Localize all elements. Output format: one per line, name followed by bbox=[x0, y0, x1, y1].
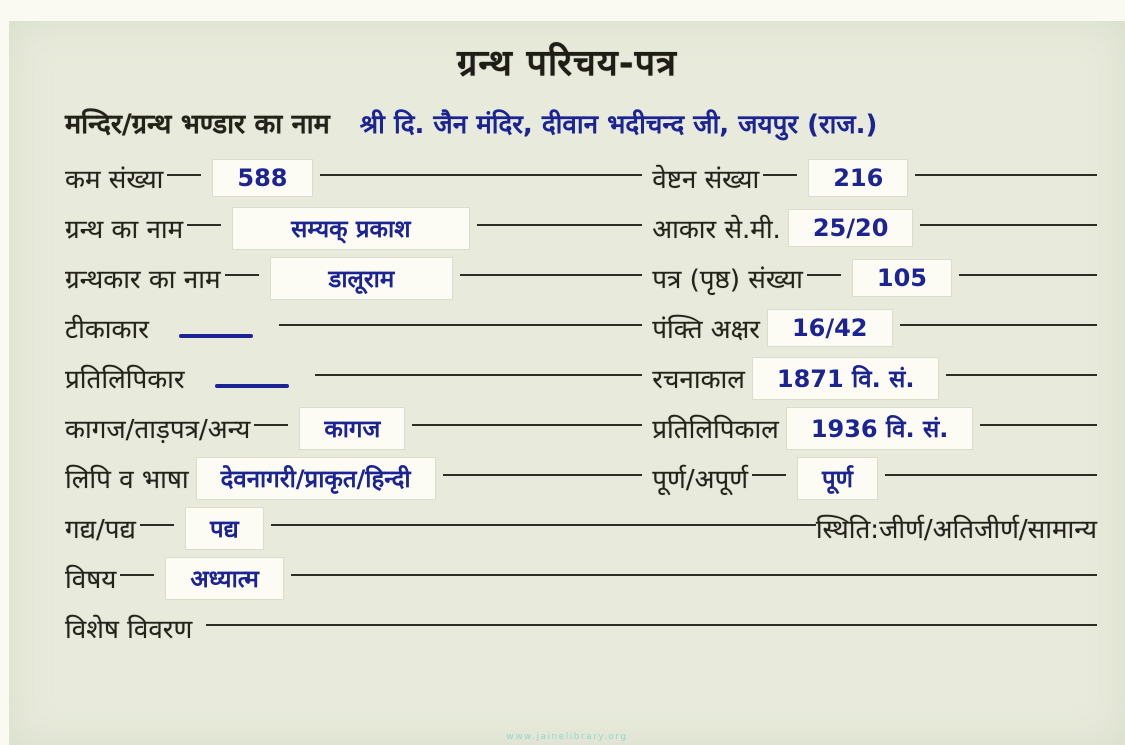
label-copy-date: प्रतिलिपिकाल bbox=[652, 415, 779, 445]
rule-line bbox=[959, 274, 1097, 276]
rule-line bbox=[885, 474, 1097, 476]
form-row-serial-bundle bbox=[9, 153, 1125, 203]
value-script-language: देवनागरी/प्राकृत/हिन्दी bbox=[197, 458, 435, 499]
form-title: ग्रन्थ परिचय-पत्र bbox=[457, 43, 677, 84]
rule-line bbox=[206, 624, 1097, 626]
rule-line bbox=[315, 374, 623, 376]
value-prose-verse: पद्य bbox=[186, 508, 263, 549]
field-script-language bbox=[65, 458, 622, 499]
rule-line bbox=[291, 574, 1097, 576]
field-copyist bbox=[65, 360, 622, 396]
label-complete-incomplete: पूर्ण/अपूर्ण bbox=[652, 465, 749, 495]
value-bundle-number: 216 bbox=[809, 160, 907, 196]
rule-line bbox=[443, 474, 623, 476]
rule-line bbox=[622, 374, 642, 376]
rule-line bbox=[120, 574, 154, 576]
rule-line bbox=[320, 174, 623, 176]
field-composition-date bbox=[622, 358, 1097, 399]
rule-line bbox=[225, 274, 259, 276]
label-prose-verse: गद्य/पद्य bbox=[65, 515, 136, 545]
field-special-details bbox=[65, 610, 1097, 646]
label-composition-date: रचनाकाल bbox=[652, 365, 745, 395]
value-temple-name: श्री दि. जैन मंदिर, दीवान भदीचन्द जी, जयपुर (राज.) bbox=[359, 110, 878, 140]
field-temple-name bbox=[9, 104, 1125, 141]
form-row-special-details bbox=[9, 603, 1125, 653]
field-material bbox=[65, 408, 622, 449]
value-author-name: डालूराम bbox=[271, 258, 453, 299]
rule-line bbox=[622, 324, 642, 326]
rule-line bbox=[752, 474, 786, 476]
form-row-author-pages bbox=[9, 253, 1125, 303]
value-composition-date: 1871 वि. सं. bbox=[753, 358, 939, 399]
label-subject: विषय bbox=[65, 565, 117, 595]
label-commentator: टीकाकार bbox=[65, 315, 149, 345]
form-row-subject bbox=[9, 553, 1125, 603]
rule-line bbox=[622, 424, 642, 426]
field-serial-number bbox=[65, 160, 622, 196]
label-copyist: प्रतिलिपिकार bbox=[65, 365, 185, 395]
form-row-copyist-composition bbox=[9, 353, 1125, 403]
label-script-language: लिपि व भाषा bbox=[65, 465, 189, 495]
rule-line bbox=[622, 474, 642, 476]
field-author-name bbox=[65, 258, 622, 299]
field-condition bbox=[816, 510, 1097, 546]
field-lines-letters bbox=[622, 310, 1097, 346]
form-row-prose-condition bbox=[9, 503, 1125, 553]
rule-line bbox=[477, 224, 623, 226]
rule-line bbox=[622, 274, 642, 276]
rule-line bbox=[622, 174, 642, 176]
rule-line bbox=[279, 324, 622, 326]
rule-line bbox=[412, 424, 622, 426]
rule-line bbox=[915, 174, 1097, 176]
form-row-name-size bbox=[9, 203, 1125, 253]
rule-line bbox=[167, 174, 201, 176]
field-size-cm bbox=[622, 210, 1097, 246]
field-subject bbox=[65, 558, 1097, 599]
value-complete-incomplete: पूर्ण bbox=[798, 458, 877, 499]
rule-line bbox=[807, 274, 841, 276]
rule-line bbox=[900, 324, 1098, 326]
value-page-count: 105 bbox=[853, 260, 951, 296]
rule-line bbox=[187, 224, 221, 226]
form-row-script-complete bbox=[9, 453, 1125, 503]
value-lines-letters: 16/42 bbox=[768, 310, 892, 346]
rule-line bbox=[254, 424, 288, 426]
label-size-cm: आकार से.मी. bbox=[652, 215, 781, 245]
value-size-cm: 25/20 bbox=[789, 210, 913, 246]
field-prose-verse bbox=[65, 508, 816, 549]
handwritten-dash bbox=[179, 334, 253, 338]
value-material: कागज bbox=[300, 408, 404, 449]
rule-line bbox=[622, 224, 642, 226]
form-body bbox=[9, 153, 1125, 653]
value-granth-name: सम्यक् प्रकाश bbox=[233, 208, 468, 249]
value-copy-date: 1936 वि. सं. bbox=[787, 408, 973, 449]
rule-line bbox=[271, 524, 816, 526]
watermark-text: www.jainelibrary.org bbox=[506, 732, 628, 742]
label-condition: स्थिति:जीर्ण/अतिजीर्ण/सामान्य bbox=[815, 515, 1097, 545]
label-serial-number: कम संख्या bbox=[65, 165, 164, 195]
field-granth-name bbox=[65, 208, 622, 249]
field-commentator bbox=[65, 310, 622, 346]
handwritten-dash bbox=[215, 384, 289, 388]
form-row-commentator-lines bbox=[9, 303, 1125, 353]
label-temple-name: मन्दिर/ग्रन्थ भण्डार का नाम bbox=[65, 109, 330, 140]
label-author-name: ग्रन्थकार का नाम bbox=[65, 265, 221, 295]
label-material: कागज/ताड़पत्र/अन्य bbox=[65, 415, 251, 445]
rule-line bbox=[460, 274, 622, 276]
field-copy-date bbox=[622, 408, 1097, 449]
rule-line bbox=[140, 524, 174, 526]
rule-line bbox=[920, 224, 1097, 226]
rule-line bbox=[980, 424, 1097, 426]
value-subject: अध्यात्म bbox=[166, 558, 283, 599]
value-serial-number: 588 bbox=[213, 160, 311, 196]
rule-line bbox=[763, 174, 797, 176]
label-special-details: विशेष विवरण bbox=[65, 615, 193, 645]
field-complete-incomplete bbox=[622, 458, 1097, 499]
label-granth-name: ग्रन्थ का नाम bbox=[65, 215, 184, 245]
catalog-card bbox=[9, 21, 1125, 745]
rule-line bbox=[946, 374, 1097, 376]
label-bundle-number: वेष्टन संख्या bbox=[652, 165, 760, 195]
label-lines-letters: पंक्ति अक्षर bbox=[652, 315, 760, 345]
label-page-count: पत्र (पृष्ठ) संख्या bbox=[652, 265, 803, 295]
field-bundle-number bbox=[622, 160, 1097, 196]
form-row-material-copydate bbox=[9, 403, 1125, 453]
field-page-count bbox=[622, 260, 1097, 296]
